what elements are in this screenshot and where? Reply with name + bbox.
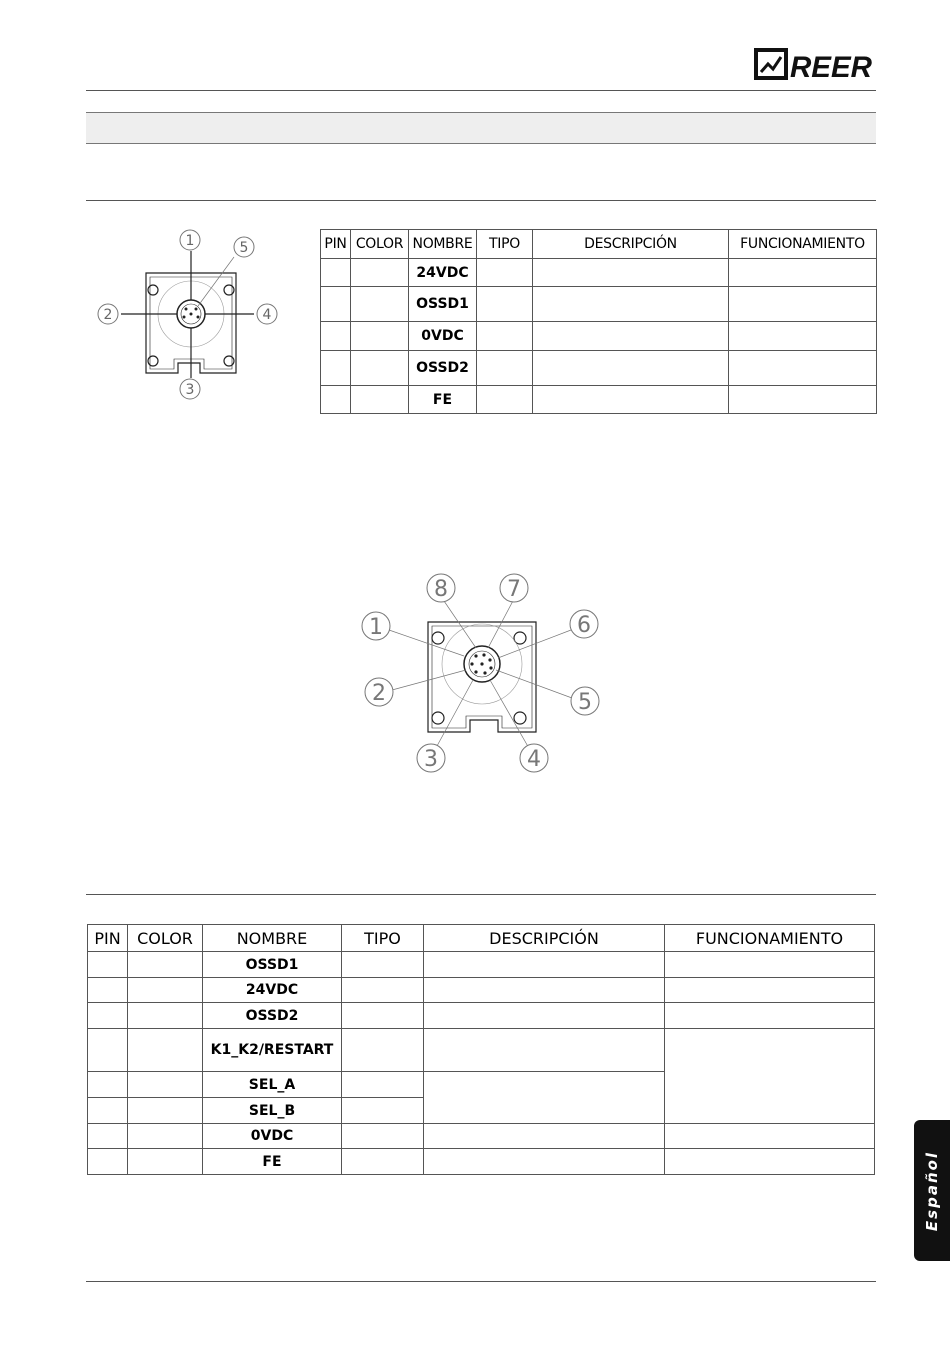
- cell-desc: [424, 1029, 665, 1072]
- table-header-row: [88, 925, 875, 952]
- table-header-row: [321, 230, 877, 259]
- cell-tipo: [342, 1149, 424, 1175]
- cell-func: [665, 952, 875, 978]
- cell-tipo: [342, 1072, 424, 1098]
- col-header-nombre: NOMBRE: [203, 925, 342, 952]
- pin-label-5: 5: [239, 240, 249, 256]
- table-row: [321, 386, 877, 414]
- cell-desc: [533, 322, 729, 351]
- cell-color: [128, 1003, 203, 1029]
- pin-label-2: 2: [103, 307, 113, 323]
- cell-desc: [533, 351, 729, 386]
- cell-name: OSSD2: [409, 351, 477, 386]
- reer-logo: [754, 44, 874, 84]
- language-tab: [914, 1120, 950, 1261]
- footer-rule: [86, 1281, 876, 1282]
- cell-color: [128, 1029, 203, 1072]
- cell-desc: [533, 287, 729, 322]
- cell-name: OSSD2: [203, 1003, 342, 1029]
- cell-tipo: [342, 952, 424, 978]
- table-row: [321, 287, 877, 322]
- cell-pin: [88, 1029, 128, 1072]
- table-row: [88, 978, 875, 1003]
- cell-pin: [88, 1072, 128, 1098]
- brand-name: REER: [790, 51, 873, 84]
- cell-name: 24VDC: [203, 978, 342, 1003]
- cell-name: 0VDC: [409, 322, 477, 351]
- pinout-table-5pin: [320, 229, 877, 414]
- pin-label-3: 3: [424, 747, 438, 772]
- pin-label-2: 2: [372, 681, 386, 706]
- cell-tipo: [342, 978, 424, 1003]
- section-divider: [86, 200, 876, 201]
- pin-label-7: 7: [507, 577, 521, 602]
- cell-color: [128, 1149, 203, 1175]
- col-header-pin: PIN: [88, 925, 128, 952]
- logo-mark-icon: [756, 50, 786, 78]
- cell-func: [729, 259, 877, 287]
- cell-desc: [533, 259, 729, 287]
- cell-func: [665, 978, 875, 1003]
- language-tab-label: Español: [923, 1150, 941, 1231]
- cell-tipo: [477, 351, 533, 386]
- table-row: [88, 1149, 875, 1175]
- pin-label-1: 1: [185, 233, 195, 249]
- cell-desc-merged: [424, 1072, 665, 1124]
- cell-func: [665, 1003, 875, 1029]
- cell-func: [729, 322, 877, 351]
- cell-func: [665, 1149, 875, 1175]
- cell-desc: [424, 1149, 665, 1175]
- col-header-tipo: TIPO: [342, 925, 424, 952]
- cell-pin: [321, 322, 351, 351]
- cell-color: [351, 259, 409, 287]
- cell-color: [128, 952, 203, 978]
- cell-func-merged: [665, 1029, 875, 1124]
- cell-name: FE: [409, 386, 477, 414]
- cell-name: OSSD1: [409, 287, 477, 322]
- col-header-color: COLOR: [128, 925, 203, 952]
- col-header-funcionamiento: FUNCIONAMIENTO: [729, 230, 877, 259]
- section-divider-2: [86, 894, 876, 895]
- cell-func: [729, 351, 877, 386]
- table-row: [321, 322, 877, 351]
- cell-name: SEL_A: [203, 1072, 342, 1098]
- cell-name: OSSD1: [203, 952, 342, 978]
- col-header-funcionamiento: FUNCIONAMIENTO: [665, 925, 875, 952]
- col-header-pin: PIN: [321, 230, 351, 259]
- cell-color: [128, 978, 203, 1003]
- cell-tipo: [477, 386, 533, 414]
- cell-desc: [424, 978, 665, 1003]
- cell-color: [351, 287, 409, 322]
- col-header-nombre: NOMBRE: [409, 230, 477, 259]
- logo-wave-icon: [761, 57, 781, 72]
- cell-tipo: [342, 1003, 424, 1029]
- cell-desc: [424, 952, 665, 978]
- pin-label-5: 5: [578, 690, 592, 715]
- cell-pin: [88, 1124, 128, 1149]
- cell-color: [351, 351, 409, 386]
- cell-name: K1_K2/RESTART: [203, 1029, 342, 1072]
- cell-pin: [88, 1098, 128, 1124]
- table-row: [321, 351, 877, 386]
- header-rule: [86, 90, 876, 91]
- cell-pin: [321, 351, 351, 386]
- col-header-color: COLOR: [351, 230, 409, 259]
- cell-pin: [321, 287, 351, 322]
- cell-color: [128, 1098, 203, 1124]
- cell-func: [665, 1124, 875, 1149]
- table-row: [88, 1124, 875, 1149]
- col-header-tipo: TIPO: [477, 230, 533, 259]
- table-row: [321, 259, 877, 287]
- cell-desc: [424, 1003, 665, 1029]
- cell-color: [128, 1124, 203, 1149]
- cell-name: FE: [203, 1149, 342, 1175]
- table-row: [88, 1029, 875, 1072]
- connector-8pin-diagram: [356, 570, 606, 776]
- pinout-table-8pin: [87, 924, 875, 1175]
- cell-pin: [88, 978, 128, 1003]
- cell-tipo: [477, 287, 533, 322]
- cell-name: 0VDC: [203, 1124, 342, 1149]
- cell-pin: [321, 386, 351, 414]
- cell-tipo: [342, 1029, 424, 1072]
- cell-pin: [321, 259, 351, 287]
- cell-tipo: [477, 322, 533, 351]
- pin-label-1: 1: [369, 615, 383, 640]
- cell-pin: [88, 952, 128, 978]
- pin-label-3: 3: [185, 382, 195, 398]
- cell-name: SEL_B: [203, 1098, 342, 1124]
- pin-label-4: 4: [527, 747, 541, 772]
- cell-color: [351, 386, 409, 414]
- table-row: [88, 1003, 875, 1029]
- cell-pin: [88, 1149, 128, 1175]
- cell-func: [729, 386, 877, 414]
- connector-5pin-diagram: [96, 228, 282, 404]
- cell-tipo: [342, 1124, 424, 1149]
- cell-color: [128, 1072, 203, 1098]
- cell-pin: [88, 1003, 128, 1029]
- section-title-band: [86, 112, 876, 144]
- pin-label-8: 8: [434, 577, 448, 602]
- table-row: [88, 952, 875, 978]
- cell-func: [729, 287, 877, 322]
- cell-name: 24VDC: [409, 259, 477, 287]
- col-header-descripcion: DESCRIPCIÓN: [533, 230, 729, 259]
- cell-desc: [533, 386, 729, 414]
- col-header-descripcion: DESCRIPCIÓN: [424, 925, 665, 952]
- cell-desc: [424, 1124, 665, 1149]
- cell-tipo: [342, 1098, 424, 1124]
- cell-tipo: [477, 259, 533, 287]
- pin-label-6: 6: [577, 613, 591, 638]
- cell-color: [351, 322, 409, 351]
- pin-label-4: 4: [262, 307, 272, 323]
